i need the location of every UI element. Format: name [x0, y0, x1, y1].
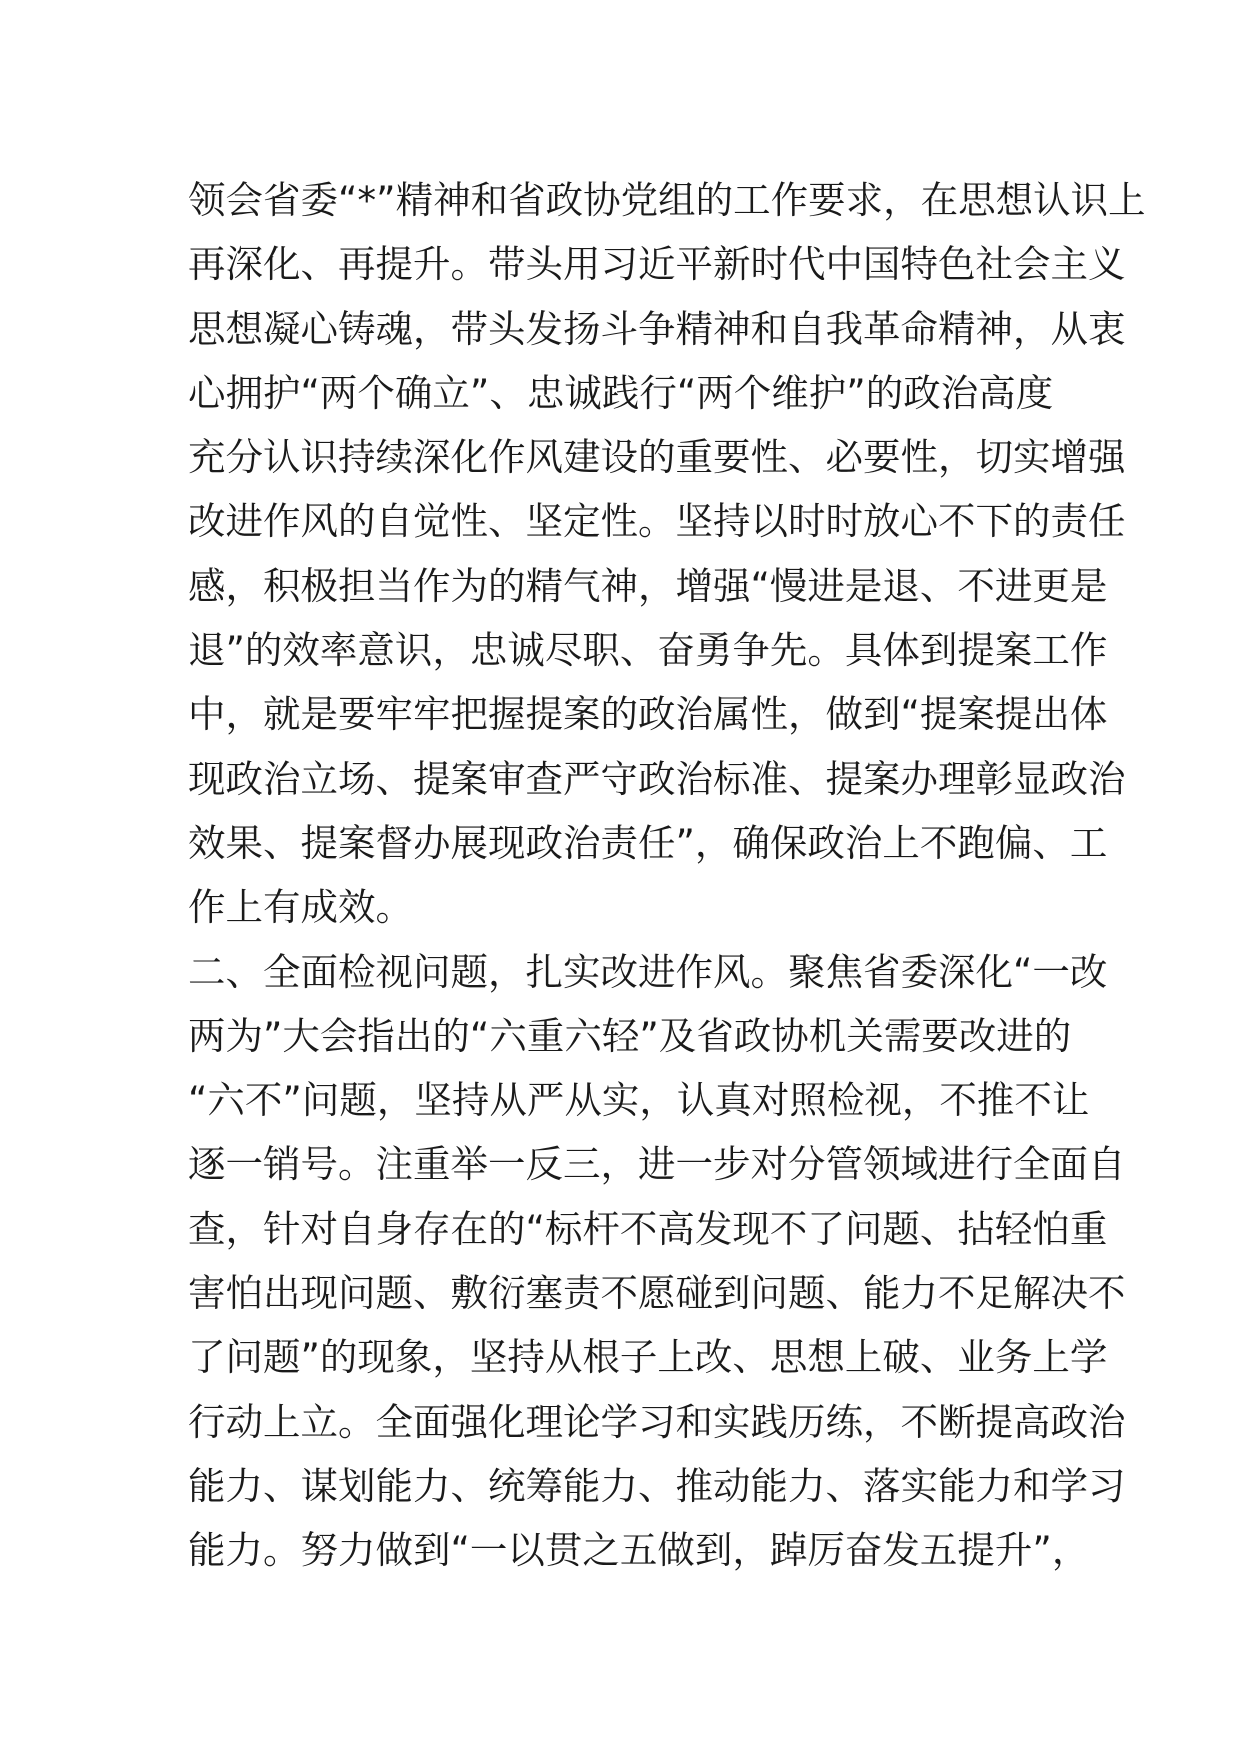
text-line: 领会省委“*”精神和省政协党组的工作要求，在思想认识上: [188, 178, 1146, 222]
text-line: 充分认识持续深化作风建设的重要性、必要性，切实增强: [188, 435, 1126, 480]
text-line: 害怕出现问题、敷衍塞责不愿碰到问题、能力不足解决不: [188, 1271, 1126, 1316]
text-line: 现政治立场、提案审查严守政治标准、提案办理彰显政治: [188, 756, 1126, 801]
text-line: 查，针对自身存在的“标杆不高发现不了问题、拈轻怕重: [188, 1206, 1108, 1251]
text-line: 心拥护“两个确立”、忠诚践行“两个维护”的政治高度: [188, 370, 1054, 415]
text-line: 中，就是要牢牢把握提案的政治属性，做到“提案提出体: [188, 692, 1108, 737]
text-line: 两为”大会指出的“六重六轻”及省政协机关需要改进的: [188, 1013, 1072, 1058]
text-line: 了问题”的现象，坚持从根子上改、思想上破、业务上学: [188, 1335, 1108, 1380]
body-text: [188, 168, 1146, 1583]
text-line: 能力、谋划能力、统筹能力、推动能力、落实能力和学习: [188, 1463, 1126, 1508]
text-line: “六不”问题，坚持从严从实，认真对照检视，不推不让: [188, 1078, 1090, 1123]
section-heading-line: 二、全面检视问题，扎实改进作风。聚焦省委深化“一改: [188, 949, 1108, 994]
text-line: 逐一销号。注重举一反三，进一步对分管领域进行全面自: [188, 1142, 1126, 1187]
text-line: 思想凝心铸魂，带头发扬斗争精神和自我革命精神，从衷: [188, 306, 1126, 351]
text-line: 改进作风的自觉性、坚定性。坚持以时时放心不下的责任: [188, 499, 1126, 544]
text-line: 感，积极担当作为的精气神，增强“慢进是退、不进更是: [188, 563, 1108, 608]
text-line: 退”的效率意识，忠诚尽职、奋勇争先。具体到提案工作: [188, 628, 1108, 673]
text-line: 作上有成效。: [188, 885, 413, 930]
text-line: 再深化、再提升。带头用习近平新时代中国特色社会主义: [188, 242, 1126, 287]
text-line: 行动上立。全面强化理论学习和实践历练，不断提高政治: [188, 1399, 1126, 1444]
text-line: 效果、提案督办展现政治责任”，确保政治上不跑偏、工: [188, 820, 1108, 865]
text-line: 能力。努力做到“一以贯之五做到，踔厉奋发五提升”，: [188, 1528, 1090, 1573]
